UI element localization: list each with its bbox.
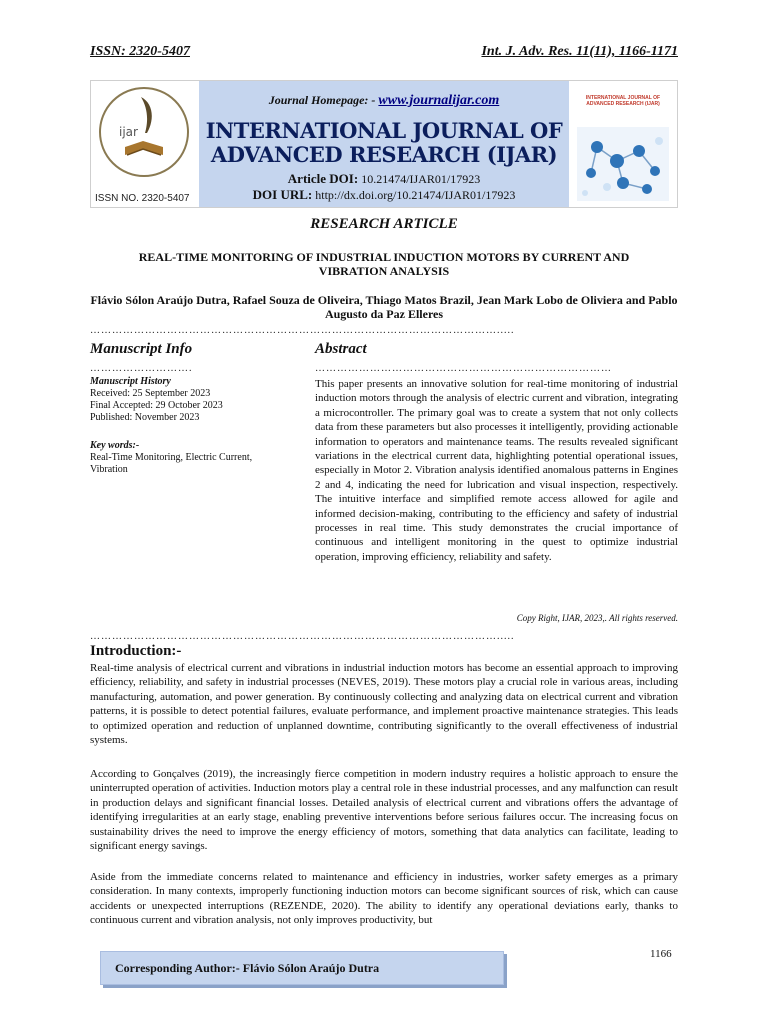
corresponding-author-box: Corresponding Author:- Flávio Sólon Araújo Dutra	[100, 951, 504, 985]
journal-logo	[91, 81, 199, 207]
homepage-label: Journal Homepage: -	[268, 93, 376, 107]
keywords-label: Key words:-	[90, 440, 140, 451]
homepage-link[interactable]: www.journalijar.com	[378, 93, 500, 108]
intro-paragraph-2: According to Gonçalves (2019), the increasingly fierce competition in modern industry requires a holistic approach to ensure the uninterrupted operation of activities. Induction motors play a central role in these industrial processes, and any malfunction can result in production delays and significant financial losses. Detailed analysis of electrical current and vibrations offers the advantage of identifying irregularities at an early stage, enabling preventive interventions before serious failures occur. The increasing focus on sustainability drives the need to improve the energy efficiency of motors, something that data analytics can facilitate, leading to significant energy savings.	[90, 768, 678, 853]
doi-url-link[interactable]: http://dx.doi.org/10.21474/IJAR01/17923	[315, 188, 516, 202]
logo-circle	[99, 87, 189, 177]
doi-label: Article DOI:	[287, 171, 359, 186]
journal-homepage	[199, 93, 569, 109]
manuscript-info-heading: Manuscript Info	[90, 341, 193, 357]
logo-issn: ISSN NO. 2320-5407	[95, 193, 190, 204]
doi-value: 10.21474/IJAR01/17923	[361, 172, 481, 186]
abstract-text: This paper presents an innovative solution for real-time monitoring of industrial induction motors through the analysis of electric current and vibration, integrating a microcontroller. The primary goal was to create a system that not only collects data from these parameters but also processes it intelligently, providing actionable information to operators and maintenance teams. The results revealed significant variations in the electrical current data, highlighting potential operational issues, especially in Motor 2. Vibration analysis identified anomalous patterns in Engines 2 and 4, indicating the need for lubrication and visual inspection, respectively. The intuitive interface and simplified remote access allowed for agile and informed decision-making, contributing to the efficiency and safety of industrial processes in real time. This study demonstrates the crucial importance of continuous and intelligent monitoring in the quest to optimize industrial operation, improving efficiency, reliability and safety.	[315, 378, 678, 563]
intro-paragraph-3: Aside from the immediate concerns related to maintenance and efficiency in industries, worker safety emerges as a primary consideration. In many contexts, improperly functioning induction motors can become significant sources of risk, which can cause accidents or unexpected interruptions (REZENDE, 2020). The ability to identify any operational deviations early, thanks to continuous current and vibration analysis, not only improves productivity, but	[90, 871, 678, 927]
quill-book-icon	[101, 89, 187, 175]
journal-banner	[90, 80, 678, 208]
journal-title-line-1: INTERNATIONAL JOURNAL OF	[205, 118, 563, 143]
divider-left: ……………………….	[90, 365, 193, 373]
running-header	[90, 44, 678, 60]
doi-url-label: DOI URL:	[252, 187, 313, 202]
journal-title-line-2: ADVANCED RESEARCH (IJAR)	[210, 142, 558, 167]
banner-center	[199, 81, 569, 207]
logo-text: ijar	[119, 125, 138, 139]
divider-top: ………………………………………………………………………………………………….....	[90, 327, 515, 335]
divider-bottom: ………………………………………………………………………………………………….....	[90, 633, 515, 641]
citation-label: Int. J. Adv. Res. 11(11), 1166-1171	[481, 44, 678, 59]
issn-label: ISSN: 2320-5407	[90, 44, 190, 59]
history-label: Manuscript History	[90, 376, 171, 387]
article-type: RESEARCH ARTICLE	[310, 216, 458, 232]
copyright-notice: Copy Right, IJAR, 2023,. All rights reserved.	[516, 613, 678, 623]
molecule-image	[577, 127, 669, 201]
article-doi	[199, 171, 569, 187]
published-date: Published: November 2023	[90, 412, 200, 423]
intro-paragraph-1: Real-time analysis of electrical current and vibrations in industrial induction motors has become an essential approach to improving efficiency, reliability, and safety in industrial processes (NEVES, 2019). These motors play a crucial role in various areas, including manufacturing, automation, and power generation. By continuously collecting and analyzing data on electrical current and vibration patterns, it is possible to detect potential failures, evaluate performance, and implement proactive maintenance strategies. This leads to optimized operation and reduction of unplanned downtime, contributing significantly to the overall effectiveness of industrial systems.	[90, 662, 678, 747]
page-number: 1166	[650, 948, 672, 960]
abstract-heading: Abstract	[315, 341, 367, 357]
received-date: Received: 25 September 2023	[90, 388, 211, 399]
cover-title: INTERNATIONAL JOURNAL OF ADVANCED RESEARCH (IJAR)	[585, 95, 661, 107]
accepted-date: Final Accepted: 29 October 2023	[90, 400, 223, 411]
authors: Flávio Sólon Araújo Dutra, Rafael Souza de Oliveira, Thiago Matos Brazil, Jean Mark Lobo de Oliviera and Pablo Augusto da Paz Elleres	[90, 293, 678, 321]
introduction-heading: Introduction:-	[90, 643, 182, 659]
divider-right: ………………………………………………………………………	[315, 365, 612, 373]
doi-url	[199, 187, 569, 203]
manuscript-info	[90, 376, 290, 476]
paper-title: REAL-TIME MONITORING OF INDUSTRIAL INDUCTION MOTORS BY CURRENT AND VIBRATION ANALYSIS	[138, 250, 630, 278]
keywords: Real-Time Monitoring, Electric Current, Vibration	[90, 452, 253, 475]
journal-title	[199, 119, 569, 167]
journal-cover	[569, 81, 677, 207]
